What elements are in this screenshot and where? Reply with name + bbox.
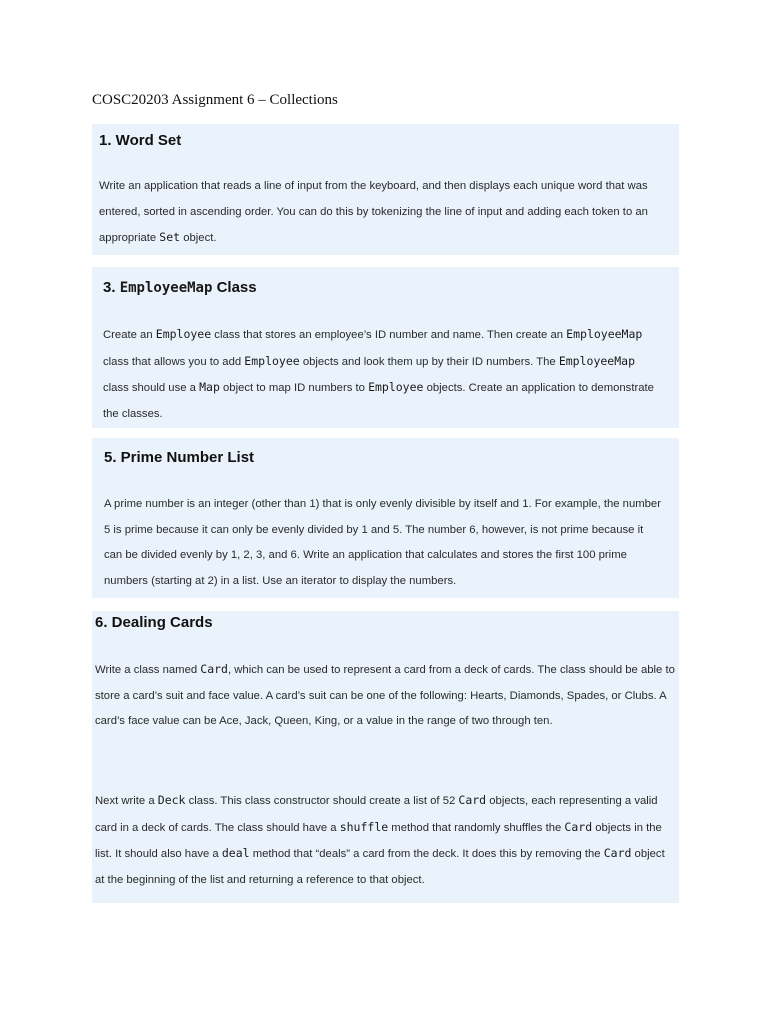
section-heading: 1. Word Set — [99, 132, 182, 149]
section-body: A prime number is an integer (other than 1) that is only evenly divisible by itself and 1. For example, the number 5 is prime because it can only be evenly divided by 1 and 5. The number 6, however, is not prime because it can be divided evenly by 1, 2, 3, and 6. Write an application that calculates and stores the first 100 prime numbers (starting at 2) in a list. Use an iterator to display the numbers. — [104, 498, 661, 587]
section-word-set — [92, 124, 679, 255]
section-dealing-cards — [92, 611, 679, 903]
section-employee-map — [92, 267, 679, 428]
section-prime-number-list — [92, 438, 679, 598]
section-paragraph-2: Next write a Deck class. This class constructor should create a list of 52 Card objects, each representing a valid card in a deck of cards. The class should have a shuffle method that randomly shuffles the Card objects in the list. It should also have a deal method that “deals” a card from the deck. It does this by removing the Card object at the beginning of the list and returning a reference to that object. — [95, 793, 665, 886]
section-body: Create an Employee class that stores an employee’s ID number and name. Then create an EmployeeMap class that allows you to add Employee objects and look them up by their ID numbers. The EmployeeMap class should use a Map object to map ID numbers to Employee objects. Create an application to demonstrate the classes. — [103, 327, 654, 420]
section-heading: 3. EmployeeMap Class — [103, 279, 257, 296]
document-title: COSC20203 Assignment 6 – Collections — [92, 92, 338, 108]
code-set: Set — [159, 230, 181, 244]
section-body: Write an application that reads a line of input from the keyboard, and then displays each unique word that was entered, sorted in ascending order. You can do this by tokenizing the line of input and adding each token to an appropriate Set object. — [99, 180, 648, 244]
code-employeemap: EmployeeMap — [119, 280, 213, 296]
section-paragraph-1: Write a class named Card, which can be used to represent a card from a deck of cards. The class should be able to store a card’s suit and face value. A card’s suit can be one of the following: Hearts, Diamonds, Spades, or Clubs. A card’s face value can be Ace, Jack, Queen, King, or a value in the range of two through ten. — [95, 662, 675, 727]
section-heading: 5. Prime Number List — [104, 449, 255, 466]
section-heading: 6. Dealing Cards — [95, 614, 213, 631]
